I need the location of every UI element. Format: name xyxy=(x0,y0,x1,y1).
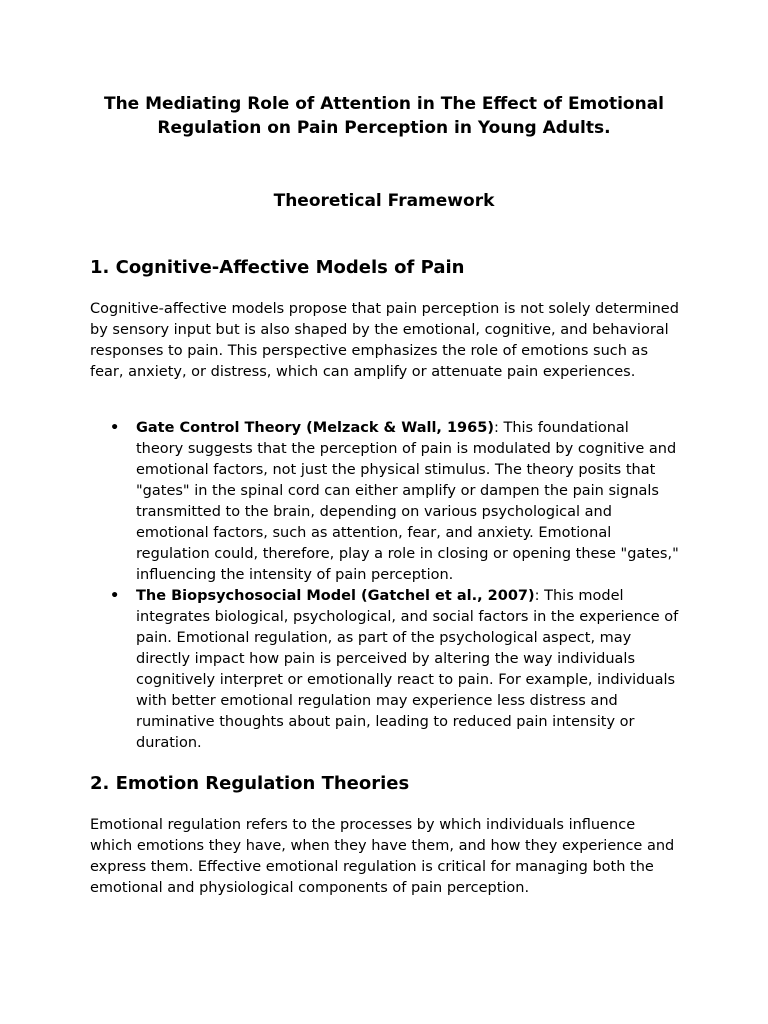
list-item xyxy=(90,418,680,586)
bullet-list xyxy=(90,418,680,754)
section-heading-2: 2. Emotion Regulation Theories xyxy=(90,773,410,794)
bullet-marker: • xyxy=(110,420,120,436)
bullet-marker: • xyxy=(110,588,120,604)
section-2-paragraph: Emotional regulation refers to the processes by which individuals influence which emotions they have, when they have them, and how they experience and express them. Effective emotional regulation is critical for managing both the emotional and physiological components of pain perception. xyxy=(90,817,675,896)
bullet-text: : This foundational theory suggests that the perception of pain is modulated by cognitive and emotional factors, not just the physical stimulus. The theory posits that "gates" in the spinal cord can either amplify or dampen the pain signals transmitted to the brain, depending on various psychological and emotional factors, such as attention, fear, and anxiety. Emotional regulation could, therefore, play a role in closing or opening these "gates," influencing the intensity of pain perception. xyxy=(136,420,679,583)
bullet-label: The Biopsychosocial Model (Gatchel et al., 2007) xyxy=(136,588,535,604)
section-1-paragraph: Cognitive-affective models propose that pain perception is not solely determined by sensory input but is also shaped by the emotional, cognitive, and behavioral responses to pain. This perspective emphasizes the role of emotions such as fear, anxiety, or distress, which can amplify or attenuate pain experiences. xyxy=(90,301,679,380)
section-subtitle: Theoretical Framework xyxy=(273,191,495,211)
document-title: The Mediating Role of Attention in The Effect of Emotional Regulation on Pain Perception in Young Adults. xyxy=(103,94,664,138)
list-item xyxy=(90,586,680,754)
section-heading-1: 1. Cognitive-Affective Models of Pain xyxy=(90,257,465,278)
bullet-label: Gate Control Theory (Melzack & Wall, 1965) xyxy=(136,420,494,436)
bullet-text: : This model integrates biological, psychological, and social factors in the experience of pain. Emotional regulation, as part of the psychological aspect, may directly impact how pain is perceived by altering the way individuals cognitively interpret or emotionally react to pain. For example, individuals with better emotional regulation may experience less distress and ruminative thoughts about pain, leading to reduced pain intensity or duration. xyxy=(136,588,679,751)
